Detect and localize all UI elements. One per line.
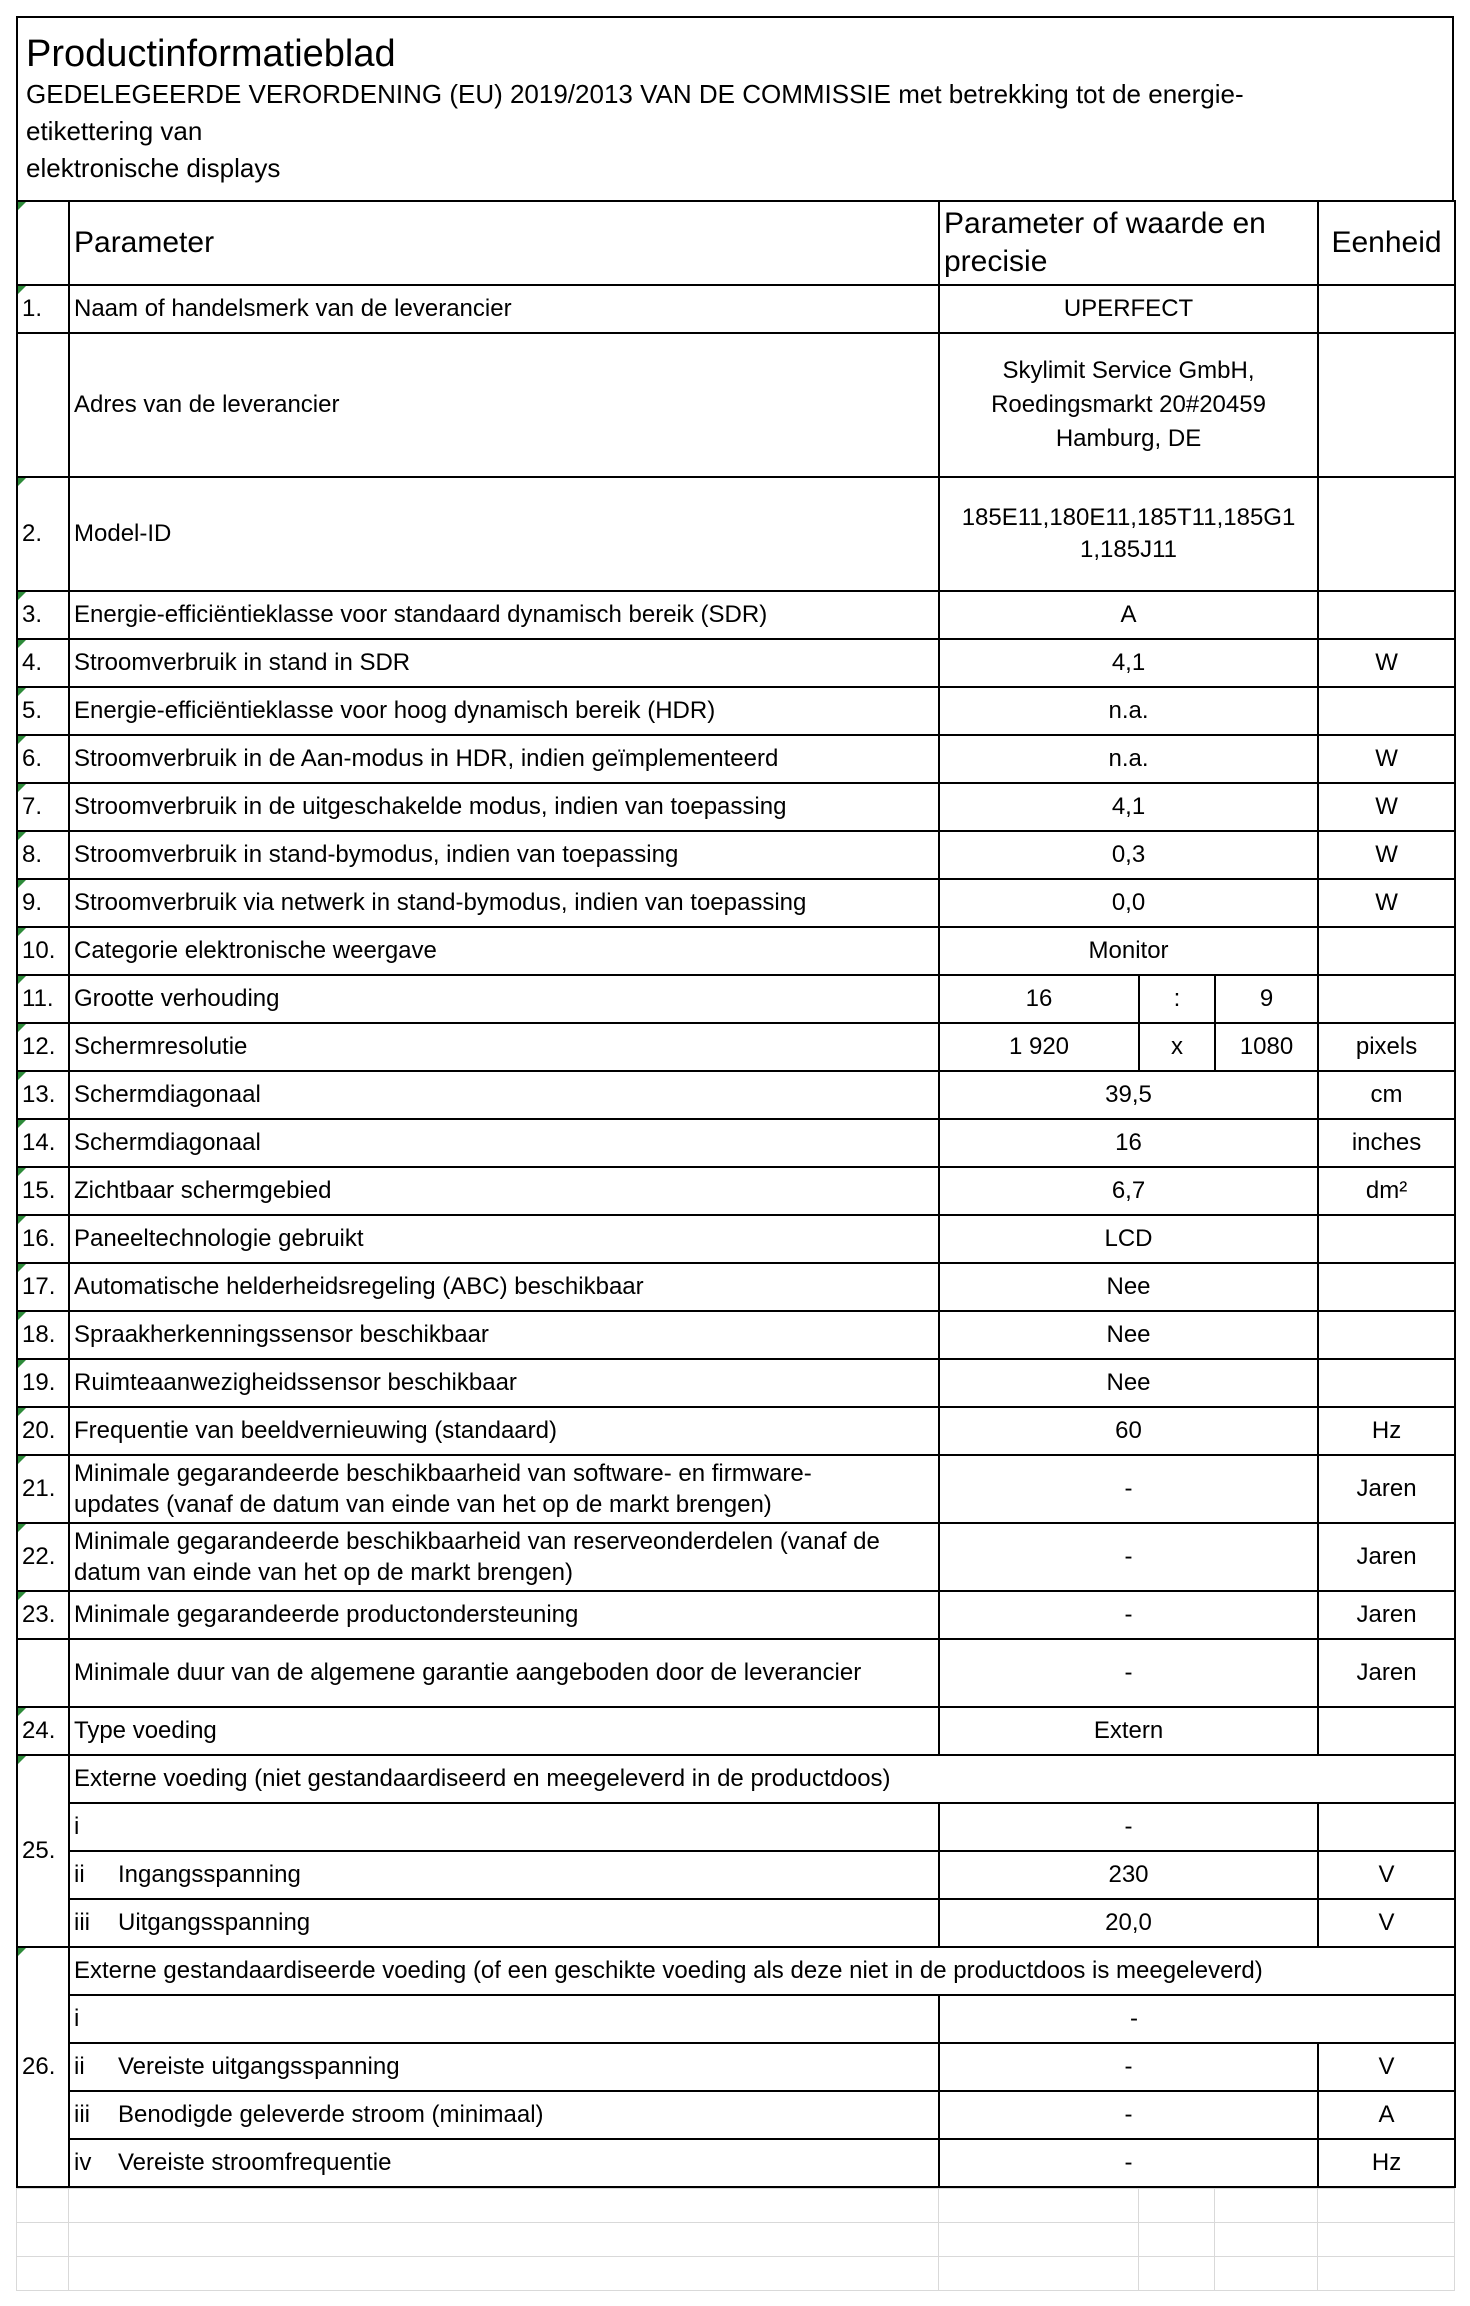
empty-row [17, 2257, 1455, 2291]
sub-index: i [74, 2005, 80, 2032]
table-row [17, 591, 1455, 639]
row-number: 17. [17, 1263, 69, 1311]
model-id-line-1: 185E11,180E11,185T11,185G1 [961, 504, 1296, 531]
ratio-separator: : [1139, 975, 1215, 1023]
row-unit: cm [1318, 1071, 1455, 1119]
table-row [17, 1591, 1455, 1639]
sub-index: iv [74, 2149, 92, 2176]
row-value [939, 477, 1318, 591]
row-unit [1318, 1263, 1455, 1311]
row-value: Nee [939, 1311, 1318, 1359]
sheet-title: Productinformatieblad [26, 33, 396, 75]
row-label: Spraakherkenningssensor beschikbaar [69, 1311, 939, 1359]
table-row [17, 285, 1455, 333]
row-value: - [939, 1591, 1318, 1639]
row-value: 4,1 [939, 783, 1318, 831]
row-value [939, 333, 1318, 477]
row-unit [1318, 285, 1455, 333]
row-label-line-2: updates (vanaf de datum van einde van het op de markt brengen) [74, 1491, 772, 1518]
sub-index: ii [74, 2053, 85, 2080]
row-value: Monitor [939, 927, 1318, 975]
row-unit: W [1318, 639, 1455, 687]
row-number: 1. [17, 285, 69, 333]
row-unit: dm² [1318, 1167, 1455, 1215]
table-row [17, 1947, 1455, 1995]
table-row [17, 927, 1455, 975]
row-number: 25. [17, 1755, 69, 1947]
row-number: 6. [17, 735, 69, 783]
row-value: - [939, 1455, 1318, 1523]
model-id-line-2: 1,185J11 [1080, 536, 1177, 563]
ratio-height: 9 [1215, 975, 1318, 1023]
row-label: Ruimteaanwezigheidssensor beschikbaar [69, 1359, 939, 1407]
row-label: Grootte verhouding [69, 975, 939, 1023]
row-label [69, 2139, 939, 2187]
table-row [17, 1167, 1455, 1215]
row-value: - [939, 2043, 1318, 2091]
address-line-1: Skylimit Service GmbH, [1002, 357, 1255, 384]
row-label [69, 2043, 939, 2091]
row-label [69, 1995, 939, 2043]
product-information-sheet [16, 16, 1454, 2291]
row-number: 20. [17, 1407, 69, 1455]
row-unit [1318, 975, 1455, 1023]
row-unit: Jaren [1318, 1591, 1455, 1639]
row-label: Categorie elektronische weergave [69, 927, 939, 975]
table-row [17, 1215, 1455, 1263]
row-unit: V [1318, 1851, 1455, 1899]
row-number: 7. [17, 783, 69, 831]
table-row [17, 333, 1455, 477]
row-value: - [939, 1639, 1318, 1707]
table-row [17, 687, 1455, 735]
table-row [17, 831, 1455, 879]
row-unit: V [1318, 2043, 1455, 2091]
row-label: Stroomverbruik in de Aan-modus in HDR, indien geïmplementeerd [69, 735, 939, 783]
row-value: Extern [939, 1707, 1318, 1755]
row-unit: Jaren [1318, 1639, 1455, 1707]
row-value: n.a. [939, 687, 1318, 735]
row-label [69, 1455, 939, 1523]
address-line-3: Hamburg, DE [1055, 425, 1202, 452]
row-label: Minimale gegarandeerde productondersteuning [69, 1591, 939, 1639]
column-header-unit: Eenheid [1318, 201, 1455, 285]
row-value: - [939, 1803, 1318, 1851]
row-unit: Jaren [1318, 1455, 1455, 1523]
row-unit: W [1318, 783, 1455, 831]
row-value: - [939, 2091, 1318, 2139]
regulation-line-3: elektronische displays [26, 153, 281, 183]
row-number: 14. [17, 1119, 69, 1167]
row-value: 230 [939, 1851, 1318, 1899]
row-unit: pixels [1318, 1023, 1455, 1071]
resolution-height: 1080 [1215, 1023, 1318, 1071]
sheet-header [16, 16, 1454, 200]
row-label [69, 1899, 939, 1947]
row-unit [1318, 1707, 1455, 1755]
row-number: 18. [17, 1311, 69, 1359]
section-heading: Externe voeding (niet gestandaardiseerd en meegeleverd in de productdoos) [69, 1755, 1455, 1803]
row-label: Naam of handelsmerk van de leverancier [69, 285, 939, 333]
sub-index: iii [74, 2101, 90, 2128]
row-unit: W [1318, 879, 1455, 927]
row-value: LCD [939, 1215, 1318, 1263]
table-row [17, 1023, 1455, 1071]
table-row [17, 879, 1455, 927]
row-value: 20,0 [939, 1899, 1318, 1947]
row-number: 22. [17, 1523, 69, 1591]
row-value: 60 [939, 1407, 1318, 1455]
row-number: 13. [17, 1071, 69, 1119]
row-value: UPERFECT [939, 285, 1318, 333]
table-row [17, 1639, 1455, 1707]
row-number [17, 1639, 69, 1707]
row-unit: W [1318, 831, 1455, 879]
table-row [17, 639, 1455, 687]
row-number [17, 201, 69, 285]
table-row [17, 1455, 1455, 1523]
row-value: - [939, 1995, 1455, 2043]
row-label: Model-ID [69, 477, 939, 591]
row-unit: inches [1318, 1119, 1455, 1167]
sub-label: Benodigde geleverde stroom (minimaal) [118, 2101, 544, 2128]
row-number: 5. [17, 687, 69, 735]
table-row [17, 477, 1455, 591]
table-row [17, 1899, 1455, 1947]
row-value: 39,5 [939, 1071, 1318, 1119]
row-value: Nee [939, 1359, 1318, 1407]
row-value: 0,0 [939, 879, 1318, 927]
row-label: Minimale duur van de algemene garantie aangeboden door de leverancier [69, 1639, 939, 1707]
sub-index: i [74, 1813, 80, 1840]
row-number: 4. [17, 639, 69, 687]
empty-row [17, 2223, 1455, 2257]
table-row [17, 2043, 1455, 2091]
row-label-line-2: datum van einde van het op de markt brengen) [74, 1559, 573, 1586]
sub-label: Uitgangsspanning [118, 1909, 311, 1936]
row-unit [1318, 477, 1455, 591]
row-number: 11. [17, 975, 69, 1023]
sub-index: ii [74, 1861, 85, 1888]
table-header-row [17, 201, 1455, 285]
row-number: 9. [17, 879, 69, 927]
row-value: n.a. [939, 735, 1318, 783]
table-row [17, 1263, 1455, 1311]
table-row [17, 2091, 1455, 2139]
regulation-line-2: etikettering van [26, 116, 203, 146]
table-row [17, 1755, 1455, 1803]
empty-row [17, 2189, 1455, 2223]
row-number: 23. [17, 1591, 69, 1639]
row-label [69, 1803, 939, 1851]
ratio-width: 16 [939, 975, 1139, 1023]
row-label [69, 2091, 939, 2139]
resolution-separator: x [1139, 1023, 1215, 1071]
column-header-parameter: Parameter [69, 201, 939, 285]
address-line-2: Roedingsmarkt 20#20459 [991, 391, 1266, 418]
row-label: Stroomverbruik in stand in SDR [69, 639, 939, 687]
row-number: 8. [17, 831, 69, 879]
row-label: Type voeding [69, 1707, 939, 1755]
table-row [17, 1707, 1455, 1755]
row-number: 26. [17, 1947, 69, 2187]
row-unit [1318, 591, 1455, 639]
row-label: Stroomverbruik in stand-bymodus, indien van toepassing [69, 831, 939, 879]
table-row [17, 975, 1455, 1023]
row-unit [1318, 1359, 1455, 1407]
row-unit: Jaren [1318, 1523, 1455, 1591]
row-label: Adres van de leverancier [69, 333, 939, 477]
table-row [17, 1851, 1455, 1899]
row-number: 10. [17, 927, 69, 975]
row-label: Stroomverbruik via netwerk in stand-bymodus, indien van toepassing [69, 879, 939, 927]
row-unit [1318, 1803, 1455, 1851]
row-value: - [939, 2139, 1318, 2187]
row-number: 24. [17, 1707, 69, 1755]
row-value: Nee [939, 1263, 1318, 1311]
row-number: 12. [17, 1023, 69, 1071]
row-unit [1318, 333, 1455, 477]
row-value: A [939, 591, 1318, 639]
row-value: 0,3 [939, 831, 1318, 879]
row-number: 3. [17, 591, 69, 639]
section-heading: Externe gestandaardiseerde voeding (of een geschikte voeding als deze niet in de productdoos is meegeleverd) [69, 1947, 1455, 1995]
table-row [17, 1119, 1455, 1167]
row-unit [1318, 1311, 1455, 1359]
table-row [17, 1359, 1455, 1407]
table-row [17, 1995, 1455, 2043]
row-unit: A [1318, 2091, 1455, 2139]
sub-index: iii [74, 1909, 90, 1936]
row-label: Zichtbaar schermgebied [69, 1167, 939, 1215]
row-unit [1318, 927, 1455, 975]
row-value: - [939, 1523, 1318, 1591]
row-value: 4,1 [939, 639, 1318, 687]
row-number: 16. [17, 1215, 69, 1263]
row-unit: W [1318, 735, 1455, 783]
column-header-value: Parameter of waarde en precisie [939, 201, 1318, 285]
sub-label: Vereiste stroomfrequentie [118, 2149, 392, 2176]
sub-label: Ingangsspanning [118, 1861, 301, 1888]
table-row [17, 1803, 1455, 1851]
row-label: Frequentie van beeldvernieuwing (standaard) [69, 1407, 939, 1455]
row-unit: Hz [1318, 1407, 1455, 1455]
table-row [17, 783, 1455, 831]
row-label: Schermdiagonaal [69, 1071, 939, 1119]
row-unit: Hz [1318, 2139, 1455, 2187]
regulation-line-1: GEDELEGEERDE VERORDENING (EU) 2019/2013 VAN DE COMMISSIE met betrekking tot de energie- [26, 79, 1244, 109]
row-label [69, 1851, 939, 1899]
row-label: Stroomverbruik in de uitgeschakelde modus, indien van toepassing [69, 783, 939, 831]
row-value: 16 [939, 1119, 1318, 1167]
row-unit [1318, 1215, 1455, 1263]
row-value: 6,7 [939, 1167, 1318, 1215]
table-row [17, 1407, 1455, 1455]
row-label: Schermdiagonaal [69, 1119, 939, 1167]
table-row [17, 1523, 1455, 1591]
empty-spreadsheet-rows [16, 2188, 1455, 2291]
table-row [17, 2139, 1455, 2187]
row-unit [1318, 687, 1455, 735]
row-label-line-1: Minimale gegarandeerde beschikbaarheid van software- en firmware- [74, 1460, 812, 1487]
row-label: Paneeltechnologie gebruikt [69, 1215, 939, 1263]
row-label: Automatische helderheidsregeling (ABC) beschikbaar [69, 1263, 939, 1311]
row-number: 21. [17, 1455, 69, 1523]
row-number [17, 333, 69, 477]
row-label: Energie-efficiëntieklasse voor standaard dynamisch bereik (SDR) [69, 591, 939, 639]
row-label: Energie-efficiëntieklasse voor hoog dynamisch bereik (HDR) [69, 687, 939, 735]
row-number: 15. [17, 1167, 69, 1215]
row-number: 19. [17, 1359, 69, 1407]
row-label: Schermresolutie [69, 1023, 939, 1071]
row-unit: V [1318, 1899, 1455, 1947]
sub-label: Vereiste uitgangsspanning [118, 2053, 400, 2080]
table-row [17, 735, 1455, 783]
table-row [17, 1071, 1455, 1119]
row-label [69, 1523, 939, 1591]
table-row [17, 1311, 1455, 1359]
row-label-line-1: Minimale gegarandeerde beschikbaarheid van reserveonderdelen (vanaf de [74, 1528, 880, 1555]
parameter-table [16, 200, 1456, 2188]
resolution-width: 1 920 [939, 1023, 1139, 1071]
row-number: 2. [17, 477, 69, 591]
